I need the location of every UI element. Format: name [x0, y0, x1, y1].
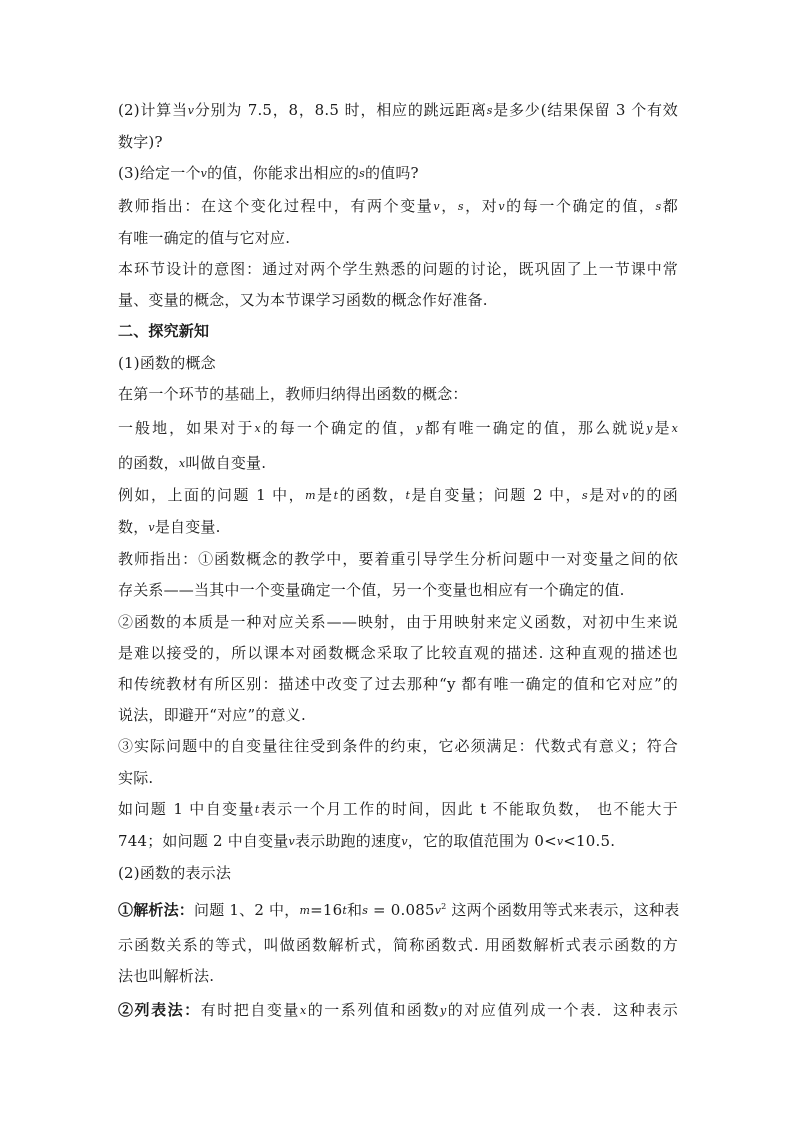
math-variable: v — [200, 167, 208, 181]
text-run: 有唯一确定的值与它对应. — [118, 228, 291, 247]
text-run: 量、变量的概念，又为本节课学习函数的概念作好准备. — [118, 291, 488, 310]
text-line — [118, 100, 678, 121]
text-run: (1)函数的概念 — [118, 353, 216, 372]
text-run: 的每一个确定的值， — [260, 418, 417, 437]
text-run: (2)计算当 — [118, 101, 188, 119]
text-run: =16 — [310, 901, 343, 920]
text-run: 实际. — [118, 768, 154, 787]
math-variable: x — [299, 1004, 307, 1018]
text-run: 是 — [652, 418, 672, 437]
text-run: ， — [439, 196, 458, 215]
text-run: 和 — [346, 901, 363, 920]
math-variable: s — [655, 199, 662, 213]
text-run: <10.5. — [563, 831, 616, 850]
text-line — [118, 736, 678, 756]
math-variable: v — [433, 199, 440, 213]
math-variable: x — [671, 421, 678, 435]
math-variable: s — [486, 104, 493, 117]
text-line — [118, 517, 678, 538]
text-run: (3)给定一个 — [118, 164, 201, 183]
text-line — [118, 418, 678, 439]
text-run: 的对应值列成一个表．这种表示 — [446, 1001, 678, 1020]
text-run: 是多少(结果保留 3 个有效 — [492, 101, 678, 119]
text-run: 表示一个月工作的时间，因此 t 不能取负数， 也不能大于 — [259, 799, 678, 818]
text-run: 在第一个环节的基础上，教师归纳得出函数的概念： — [118, 384, 468, 403]
math-variable: v — [288, 834, 295, 848]
math-variable: x — [178, 456, 186, 470]
bold-heading: 二、探究新知 — [118, 322, 210, 341]
math-variable: v — [434, 904, 442, 918]
text-line — [118, 863, 678, 883]
text-line — [118, 768, 678, 788]
text-run: (2)函数的表示法 — [118, 864, 232, 883]
text-line — [118, 290, 678, 310]
math-variable: t — [333, 488, 339, 502]
math-variable: m — [299, 904, 311, 918]
text-line — [118, 196, 678, 217]
text-line — [118, 799, 678, 820]
superscript: 2 — [441, 902, 447, 912]
bold-heading: ①解析法： — [118, 901, 195, 920]
math-variable: v — [401, 834, 408, 848]
math-variable: s — [457, 199, 464, 213]
math-variable: t — [405, 488, 411, 502]
math-variable: y — [646, 421, 653, 435]
text-run: 例如，上面的问题 1 中， — [118, 485, 306, 504]
text-line — [118, 831, 678, 852]
text-run: 这两个函数用等式来表示，这种表 — [446, 901, 680, 920]
math-variable: m — [305, 488, 316, 502]
text-run: 分别为 7.5，8，8.5 时，相应的跳远距离 — [194, 101, 487, 119]
text-line — [118, 897, 678, 921]
text-line — [118, 966, 678, 986]
text-line — [118, 935, 678, 955]
text-run: 的值吗? — [364, 164, 419, 183]
text-run: 数， — [118, 518, 149, 537]
document-page — [118, 100, 678, 1033]
math-variable: v — [187, 104, 195, 117]
text-line — [118, 259, 678, 279]
text-run: 是 — [315, 485, 334, 504]
math-variable: v — [148, 521, 155, 535]
math-variable: v — [556, 834, 564, 848]
text-run: 一般地，如果对于 — [118, 418, 255, 437]
text-run: 和传统教材有所区别：描述中改变了过去那种“y 都有唯一确定的值和它对应”的 — [118, 675, 678, 693]
text-line — [118, 163, 678, 184]
text-run: 叫做自变量. — [185, 453, 267, 472]
text-run: 是难以接受的，所以课本对函数概念采取了比较直观的描述. 这种直观的描述也 — [118, 643, 678, 662]
math-variable: v — [622, 488, 629, 502]
text-line — [118, 132, 678, 152]
math-variable: x — [254, 421, 261, 435]
text-run: 存关系——当其中一个变量确定一个值，另一个变量也相应有一个确定的值. — [118, 581, 625, 600]
bold-heading: ②列表法： — [118, 1001, 201, 1020]
text-run: 都有唯一确定的值，那么就说 — [422, 418, 647, 437]
text-line — [118, 580, 678, 600]
text-line — [118, 353, 678, 373]
text-line — [118, 384, 678, 404]
text-line — [118, 674, 678, 694]
text-run: 有时把自变量 — [200, 1001, 300, 1020]
text-run: 说法，即避开“对应”的意义. — [118, 706, 306, 725]
text-run: 的值，你能求出相应的 — [207, 164, 360, 183]
text-line — [118, 453, 678, 474]
text-run: 是对 — [587, 485, 623, 504]
math-variable: v — [498, 199, 505, 213]
text-line — [118, 705, 678, 725]
text-run: 是自变量. — [154, 518, 221, 537]
text-run: 教师指出：①函数概念的教学中，要着重引导学生分析问题中一对变量之间的依 — [118, 550, 678, 569]
text-run: 的函数， — [338, 485, 406, 504]
math-variable: y — [416, 421, 423, 435]
math-variable: t — [254, 802, 260, 816]
text-line — [118, 549, 678, 569]
text-run: 教师指出：在这个变化过程中，有两个变量 — [118, 196, 434, 215]
text-line — [118, 1000, 678, 1021]
text-run: 示函数关系的等式，叫做函数解析式，简称函数式. 用函数解析式表示函数的方 — [118, 936, 678, 955]
text-line — [118, 485, 678, 506]
text-run: ，它的取值范围为 0< — [407, 831, 557, 850]
text-run: 问题 1、2 中， — [194, 901, 300, 920]
text-run: 的函数， — [118, 453, 179, 472]
text-run: 的一系列值和函数 — [306, 1001, 441, 1020]
text-line — [118, 612, 678, 632]
text-run: = 0.085 — [368, 901, 435, 920]
text-run: 数字)? — [118, 133, 163, 152]
text-line — [118, 643, 678, 663]
text-run: ②函数的本质是一种对应关系——映射，由于用映射来定义函数，对初中生来说 — [118, 612, 678, 631]
text-run: 如问题 1 中自变量 — [118, 799, 255, 818]
math-variable: s — [362, 904, 369, 918]
text-run: 法也叫解析法. — [118, 967, 215, 986]
math-variable: y — [440, 1004, 447, 1018]
text-line — [118, 228, 678, 248]
text-run: 的每一个确定的值， — [504, 196, 656, 215]
text-run: 都 — [661, 196, 679, 215]
math-variable: t — [342, 904, 347, 918]
text-run: ③实际问题中的自变量往往受到条件的约束，它必须满足：代数式有意义；符合 — [118, 737, 678, 756]
text-run: 是自变量；问题 2 中， — [410, 485, 582, 504]
text-run: 表示助跑的速度 — [294, 831, 402, 850]
text-run: 本环节设计的意图：通过对两个学生熟悉的问题的讨论，既巩固了上一节课中常 — [118, 259, 678, 278]
text-run: ，对 — [463, 196, 499, 215]
text-line — [118, 321, 678, 341]
text-run: 744；如问题 2 中自变量 — [118, 831, 289, 850]
text-run: 的的函 — [628, 485, 679, 504]
math-variable: s — [582, 488, 588, 502]
math-variable: s — [359, 167, 365, 181]
